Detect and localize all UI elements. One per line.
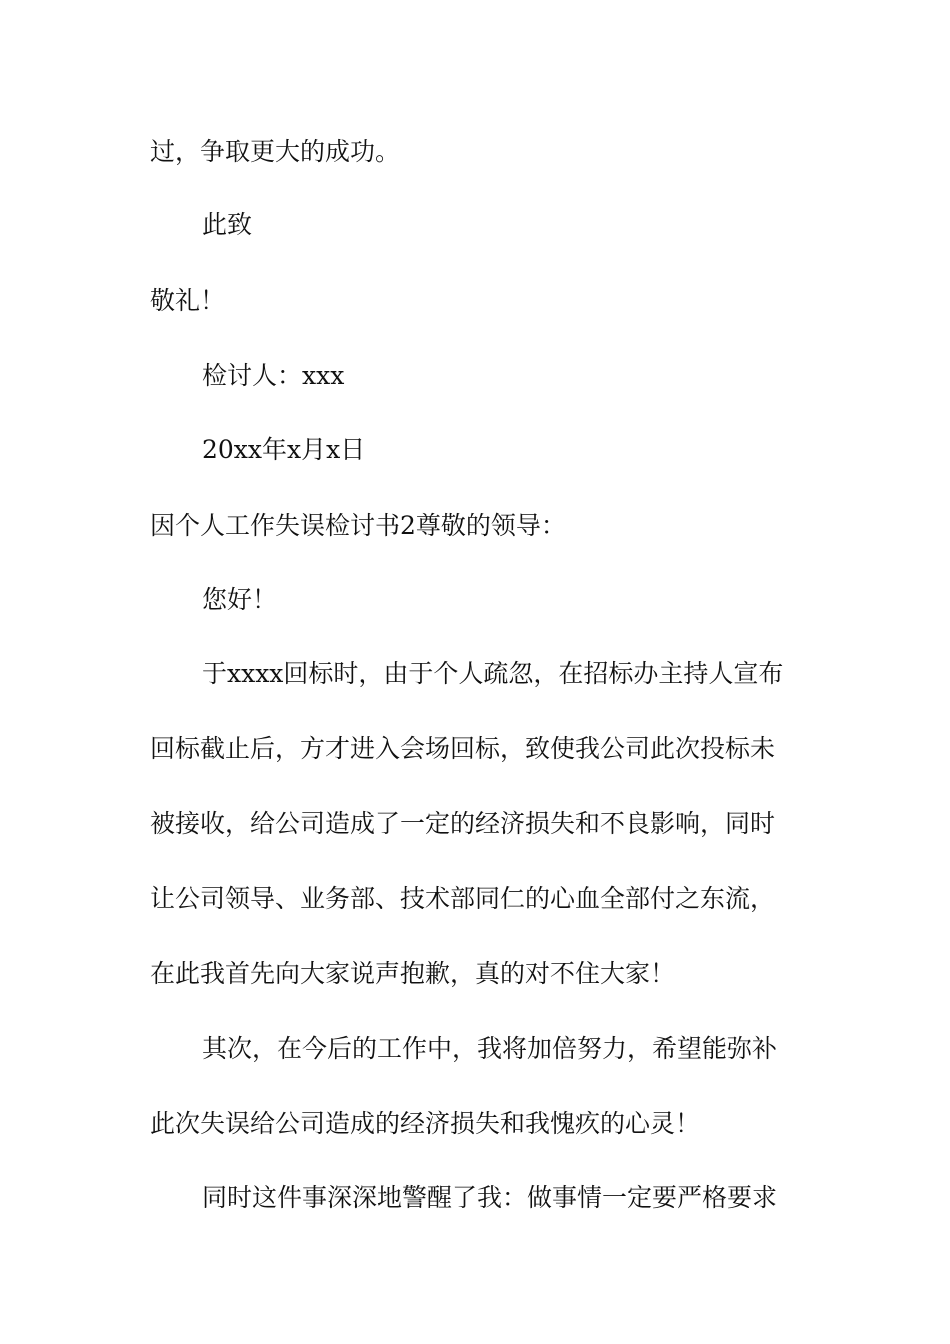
body-text-line: 在此我首先向大家说声抱歉，真的对不住大家！	[150, 959, 676, 988]
section-title-line: 因个人工作失误检讨书2尊敬的领导：	[150, 511, 566, 540]
date-line: 20xx年x月x日	[202, 435, 366, 464]
body-text-line: 同时这件事深深地警醒了我：做事情一定要严格要求	[202, 1183, 778, 1212]
body-text-line: 回标截止后，方才进入会场回标，致使我公司此次投标未	[150, 734, 776, 763]
body-text-line: 于xxxx回标时，由于个人疏忽，在招标办主持人宣布	[202, 659, 784, 688]
text-line-closing: 过，争取更大的成功。	[150, 137, 401, 166]
regards-line: 敬礼！	[150, 286, 226, 315]
salutation-line: 此致	[202, 210, 253, 239]
body-text-line: 被接收，给公司造成了一定的经济损失和不良影响，同时	[150, 809, 776, 838]
greeting-line: 您好！	[202, 585, 278, 614]
body-text-line: 让公司领导、业务部、技术部同仁的心血全部付之东流，	[150, 884, 776, 913]
body-text-line: 此次失误给公司造成的经济损失和我愧疚的心灵！	[150, 1109, 701, 1138]
author-line: 检讨人：xxx	[202, 361, 345, 390]
body-text-line: 其次，在今后的工作中，我将加倍努力，希望能弥补	[202, 1034, 778, 1063]
